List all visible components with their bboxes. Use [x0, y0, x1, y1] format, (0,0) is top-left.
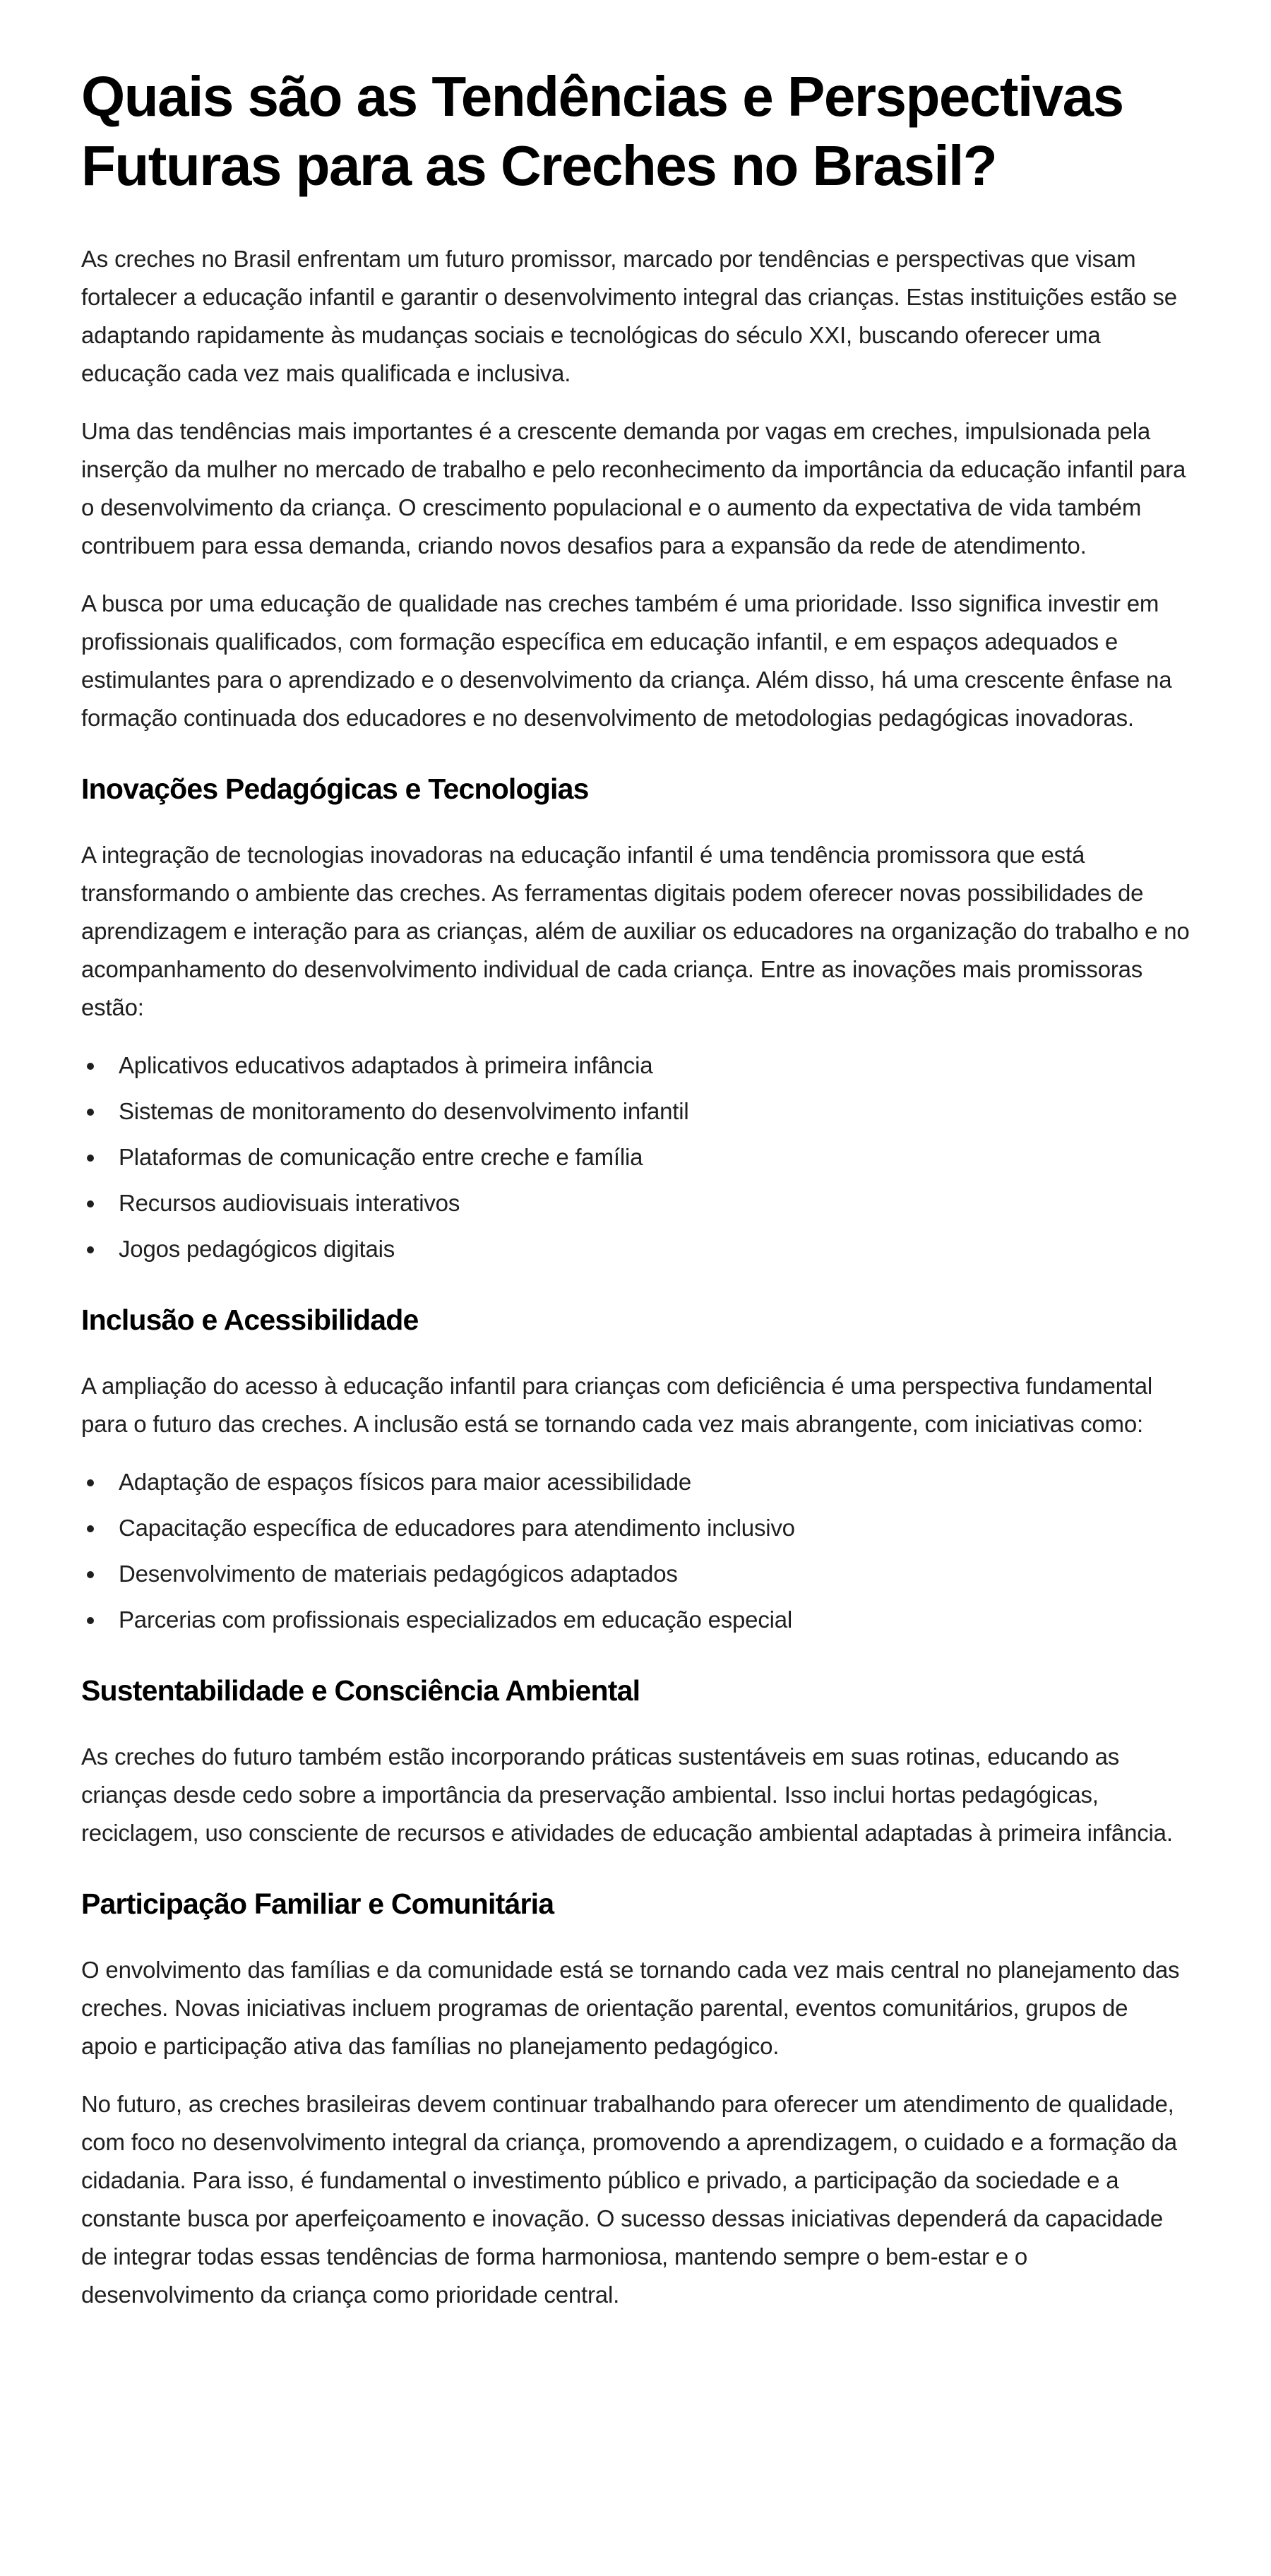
list-item-text: Aplicativos educativos adaptados à primeira infância: [119, 1052, 653, 1078]
bullet-icon: [87, 1063, 94, 1070]
list-item: [81, 1509, 1190, 1547]
section-paragraph: A ampliação do acesso à educação infantil para crianças com deficiência é uma perspectiva fundamental para o futuro das creches. A inclusão está se tornando cada vez mais abrangente, com iniciativas como:: [81, 1373, 1153, 1437]
bullet-icon: [87, 1525, 94, 1532]
list-item-text: Plataformas de comunicação entre creche e família: [119, 1144, 643, 1170]
section-heading: Inclusão e Acessibilidade: [81, 1304, 419, 1336]
list-item-text: Sistemas de monitoramento do desenvolvimento infantil: [119, 1098, 689, 1124]
list-item: [81, 1463, 1190, 1501]
intro-paragraph: As creches no Brasil enfrentam um futuro promissor, marcado por tendências e perspectivas que visam fortalecer a educação infantil e garantir o desenvolvimento integral das crianças. Estas instituições estão se adaptando rapidamente às mudanças sociais e tecnológicas do século XXI, buscando oferecer uma educação cada vez mais qualificada e inclusiva.: [81, 246, 1177, 386]
section-participacao: [81, 1885, 1190, 2314]
closing-paragraph: No futuro, as creches brasileiras devem continuar trabalhando para oferecer um atendimento de qualidade, com foco no desenvolvimento integral da criança, promovendo a aprendizagem, o cuidado e a formação da cidadania. Para isso, é fundamental o investimento público e privado, a participação da sociedade e a constante busca por aperfeiçoamento e inovação. O sucesso dessas iniciativas dependerá da capacidade de integrar todas essas tendências de forma harmoniosa, mantendo sempre o bem-estar e o desenvolvimento da criança como prioridade central.: [81, 2091, 1177, 2308]
list-item: [81, 1046, 1190, 1085]
page-title: Quais são as Tendências e Perspectivas Futuras para as Creches no Brasil?: [81, 65, 1123, 197]
bullet-icon: [87, 1479, 94, 1486]
intro-paragraph: Uma das tendências mais importantes é a crescente demanda por vagas em creches, impulsionada pela inserção da mulher no mercado de trabalho e pelo reconhecimento da importância da educação infantil para o desenvolvimento da criança. O crescimento populacional e o aumento da expectativa de vida também contribuem para essa demanda, criando novos desafios para a expansão da rede de atendimento.: [81, 418, 1186, 559]
section-paragraph: O envolvimento das famílias e da comunidade está se tornando cada vez mais central no planejamento das creches. Novas iniciativas incluem programas de orientação parental, eventos comunitários, grupos de apoio e participação ativa das famílias no planejamento pedagógico.: [81, 1957, 1180, 2059]
section-heading: Participação Familiar e Comunitária: [81, 1888, 554, 1920]
section-heading: Sustentabilidade e Consciência Ambiental: [81, 1674, 640, 1707]
list-item: [81, 1092, 1190, 1131]
bullet-icon: [87, 1246, 94, 1253]
inclusion-list: [81, 1463, 1190, 1639]
list-item-text: Capacitação específica de educadores para atendimento inclusivo: [119, 1515, 795, 1541]
bullet-icon: [87, 1155, 94, 1162]
section-inovacoes: [81, 770, 1190, 1268]
list-item: [81, 1138, 1190, 1176]
section-paragraph: As creches do futuro também estão incorporando práticas sustentáveis em suas rotinas, educando as crianças desde cedo sobre a importância da preservação ambiental. Isso inclui hortas pedagógicas, reciclagem, uso consciente de recursos e atividades de educação ambiental adaptadas à primeira infância.: [81, 1743, 1173, 1846]
section-inclusao: [81, 1301, 1190, 1639]
section-paragraph: A integração de tecnologias inovadoras na educação infantil é uma tendência promissora que está transformando o ambiente das creches. As ferramentas digitais podem oferecer novas possibilidades de aprendizagem e interação para as crianças, além de auxiliar os educadores na organização do trabalho e no acompanhamento do desenvolvimento individual de cada criança. Entre as inovações mais promissoras estão:: [81, 842, 1190, 1020]
bullet-icon: [87, 1200, 94, 1208]
innovations-list: [81, 1046, 1190, 1268]
section-sustentabilidade: [81, 1671, 1190, 1852]
list-item-text: Recursos audiovisuais interativos: [119, 1190, 460, 1216]
list-item-text: Adaptação de espaços físicos para maior acessibilidade: [119, 1469, 692, 1495]
list-item-text: Desenvolvimento de materiais pedagógicos adaptados: [119, 1561, 678, 1587]
list-item: [81, 1230, 1190, 1268]
section-heading: Inovações Pedagógicas e Tecnologias: [81, 773, 589, 805]
list-item-text: Parcerias com profissionais especializados em educação especial: [119, 1606, 793, 1633]
list-item-text: Jogos pedagógicos digitais: [119, 1236, 395, 1262]
list-item: [81, 1184, 1190, 1222]
bullet-icon: [87, 1571, 94, 1578]
bullet-icon: [87, 1617, 94, 1624]
bullet-icon: [87, 1109, 94, 1116]
intro-paragraph: A busca por uma educação de qualidade nas creches também é uma prioridade. Isso significa investir em profissionais qualificados, com formação específica em educação infantil, e em espaços adequados e estimulantes para o aprendizado e o desenvolvimento da criança. Além disso, há uma crescente ênfase na formação continuada dos educadores e no desenvolvimento de metodologias pedagógicas inovadoras.: [81, 590, 1172, 731]
list-item: [81, 1601, 1190, 1639]
list-item: [81, 1555, 1190, 1593]
